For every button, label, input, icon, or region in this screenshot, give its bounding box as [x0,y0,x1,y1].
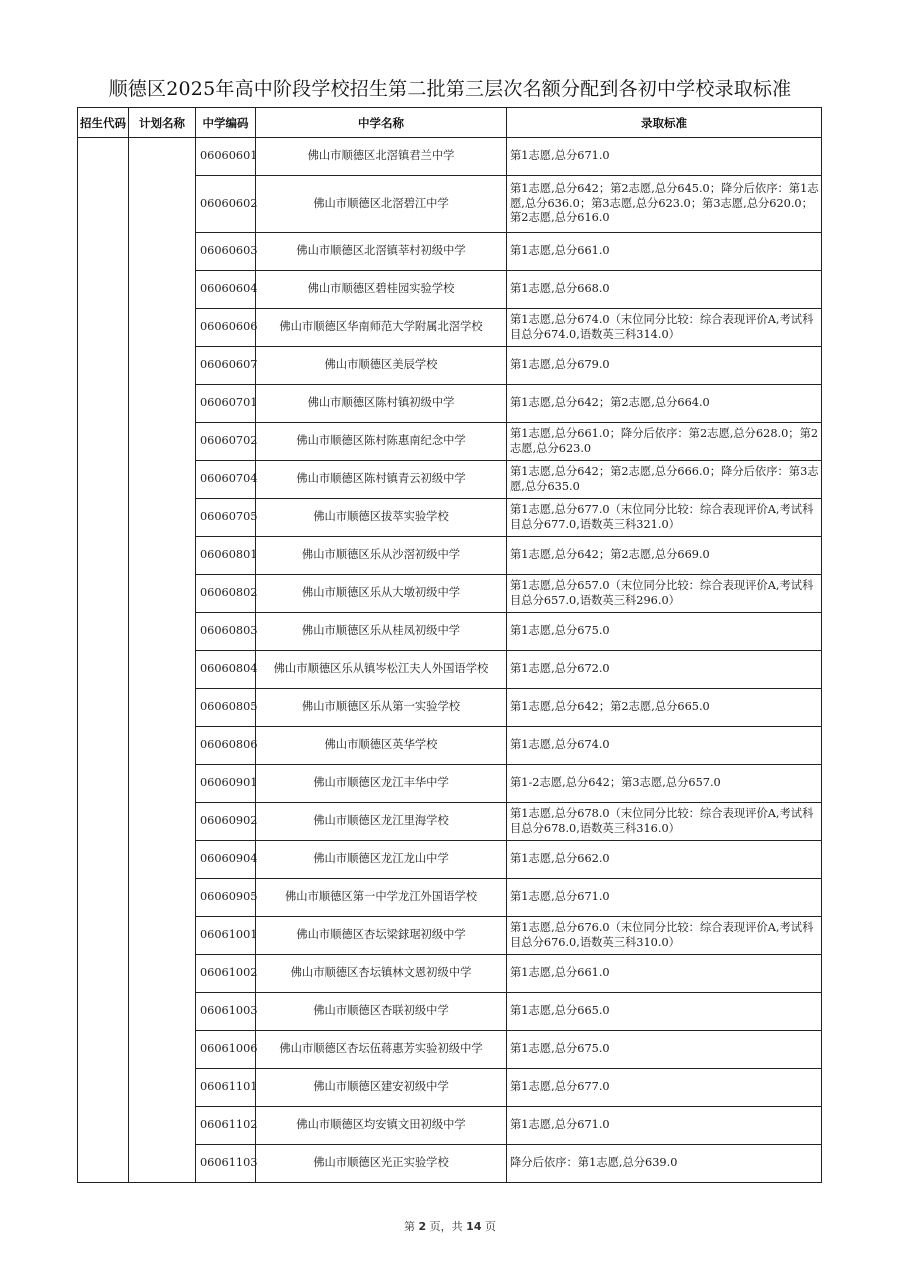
school-name-cell: 佛山市顺德区拔萃实验学校 [256,499,507,537]
school-code-cell: 06060901 [196,765,256,803]
school-name-cell: 佛山市顺德区英华学校 [256,727,507,765]
school-code-cell: 06060606 [196,309,256,347]
header-school-name: 中学名称 [256,108,507,138]
document-title: 顺德区2025年高中阶段学校招生第二批第三层次名额分配到各初中学校录取标准 [108,78,792,100]
school-code-cell: 06060701 [196,385,256,423]
enroll-code-cell [78,138,129,1183]
admission-standard-cell: 第1志愿,总分642；第2志愿,总分664.0 [507,385,822,423]
school-code-cell: 06060806 [196,727,256,765]
admission-standard-cell: 第1志愿,总分671.0 [507,138,822,176]
school-code-cell: 06060704 [196,461,256,499]
footer-suffix: 页 [484,1220,496,1233]
admission-standard-cell: 第1志愿,总分676.0（末位同分比较：综合表现评价A,考试科目总分676.0,语数英三科310.0） [507,917,822,955]
school-name-cell: 佛山市顺德区北滘镇君兰中学 [256,138,507,176]
school-name-cell: 佛山市顺德区乐从第一实验学校 [256,689,507,727]
school-name-cell: 佛山市顺德区龙江里海学校 [256,803,507,841]
admission-standard-cell: 降分后依序：第1志愿,总分639.0 [507,1145,822,1183]
admission-standard-cell: 第1志愿,总分657.0（末位同分比较：综合表现评价A,考试科目总分657.0,语数英三科296.0） [507,575,822,613]
admission-standard-cell: 第1志愿,总分671.0 [507,879,822,917]
header-plan-name: 计划名称 [129,108,196,138]
school-name-cell: 佛山市顺德区陈村陈惠南纪念中学 [256,423,507,461]
admission-standard-cell: 第1志愿,总分661.0；降分后依序：第2志愿,总分628.0；第2志愿,总分623.0 [507,423,822,461]
admission-standard-cell: 第1志愿,总分642；第2志愿,总分645.0；降分后依序：第1志愿,总分636.0；第3志愿,总分623.0；第3志愿,总分620.0；第2志愿,总分616.0 [507,176,822,233]
admission-standard-cell: 第1志愿,总分642；第2志愿,总分665.0 [507,689,822,727]
admission-standard-cell: 第1-2志愿,总分642；第3志愿,总分657.0 [507,765,822,803]
table-header-row [78,108,822,138]
footer-middle: 页，共 [429,1220,463,1233]
school-name-cell: 佛山市顺德区龙江龙山中学 [256,841,507,879]
school-name-cell: 佛山市顺德区乐从沙滘初级中学 [256,537,507,575]
school-name-cell: 佛山市顺德区乐从镇岑松江夫人外国语学校 [256,651,507,689]
admission-standard-cell: 第1志愿,总分675.0 [507,1031,822,1069]
school-name-cell: 佛山市顺德区杏坛梁銶琚初级中学 [256,917,507,955]
header-school-code: 中学编码 [196,108,256,138]
footer-prefix: 第 [404,1220,416,1233]
header-enroll-code: 招生代码 [78,108,129,138]
school-name-cell: 佛山市顺德区碧桂园实验学校 [256,271,507,309]
school-code-cell: 06061002 [196,955,256,993]
admission-standard-cell: 第1志愿,总分677.0 [507,1069,822,1107]
admission-standard-cell: 第1志愿,总分661.0 [507,233,822,271]
school-name-cell: 佛山市顺德区美辰学校 [256,347,507,385]
school-name-cell: 佛山市顺德区陈村镇青云初级中学 [256,461,507,499]
admission-standards-table [77,107,822,1183]
school-code-cell: 06060801 [196,537,256,575]
current-page-number: 2 [418,1220,427,1233]
table-body [78,138,822,1183]
admission-standard-cell: 第1志愿,总分679.0 [507,347,822,385]
admission-standard-cell: 第1志愿,总分668.0 [507,271,822,309]
school-name-cell: 佛山市顺德区陈村镇初级中学 [256,385,507,423]
school-code-cell: 06060904 [196,841,256,879]
school-name-cell: 佛山市顺德区龙江丰华中学 [256,765,507,803]
school-code-cell: 06061101 [196,1069,256,1107]
admission-standard-cell: 第1志愿,总分661.0 [507,955,822,993]
school-code-cell: 06060905 [196,879,256,917]
plan-name-cell [129,138,196,1183]
page-footer [0,1218,900,1234]
school-code-cell: 06060805 [196,689,256,727]
school-code-cell: 06060602 [196,176,256,233]
school-code-cell: 06060705 [196,499,256,537]
school-code-cell: 06061006 [196,1031,256,1069]
school-code-cell: 06060803 [196,613,256,651]
school-code-cell: 06060902 [196,803,256,841]
admission-standard-cell: 第1志愿,总分665.0 [507,993,822,1031]
admission-standard-cell: 第1志愿,总分675.0 [507,613,822,651]
school-code-cell: 06061103 [196,1145,256,1183]
admission-standard-cell: 第1志愿,总分671.0 [507,1107,822,1145]
school-name-cell: 佛山市顺德区光正实验学校 [256,1145,507,1183]
school-code-cell: 06060607 [196,347,256,385]
school-name-cell: 佛山市顺德区乐从大墩初级中学 [256,575,507,613]
table-row [78,138,822,176]
school-code-cell: 06060603 [196,233,256,271]
admission-standard-cell: 第1志愿,总分642；第2志愿,总分666.0；降分后依序：第3志愿,总分635.0 [507,461,822,499]
admission-standard-cell: 第1志愿,总分677.0（末位同分比较：综合表现评价A,考试科目总分677.0,语数英三科321.0） [507,499,822,537]
header-admission-standard: 录取标准 [507,108,822,138]
school-name-cell: 佛山市顺德区北滘碧江中学 [256,176,507,233]
admission-standard-cell: 第1志愿,总分674.0（末位同分比较：综合表现评价A,考试科目总分674.0,语数英三科314.0） [507,309,822,347]
school-name-cell: 佛山市顺德区杏坛伍蒋惠芳实验初级中学 [256,1031,507,1069]
school-code-cell: 06061001 [196,917,256,955]
admission-standard-cell: 第1志愿,总分662.0 [507,841,822,879]
school-code-cell: 06060604 [196,271,256,309]
school-code-cell: 06060804 [196,651,256,689]
school-name-cell: 佛山市顺德区均安镇文田初级中学 [256,1107,507,1145]
school-name-cell: 佛山市顺德区第一中学龙江外国语学校 [256,879,507,917]
school-name-cell: 佛山市顺德区乐从桂凤初级中学 [256,613,507,651]
school-name-cell: 佛山市顺德区建安初级中学 [256,1069,507,1107]
admission-standard-cell: 第1志愿,总分642；第2志愿,总分669.0 [507,537,822,575]
admission-standard-cell: 第1志愿,总分674.0 [507,727,822,765]
school-code-cell: 06060601 [196,138,256,176]
school-code-cell: 06061102 [196,1107,256,1145]
school-name-cell: 佛山市顺德区北滘镇莘村初级中学 [256,233,507,271]
school-code-cell: 06060702 [196,423,256,461]
total-page-count: 14 [466,1220,482,1233]
school-name-cell: 佛山市顺德区杏联初级中学 [256,993,507,1031]
school-code-cell: 06060802 [196,575,256,613]
school-code-cell: 06061003 [196,993,256,1031]
admission-standard-cell: 第1志愿,总分672.0 [507,651,822,689]
school-name-cell: 佛山市顺德区杏坛镇林文恩初级中学 [256,955,507,993]
admission-standard-cell: 第1志愿,总分678.0（末位同分比较：综合表现评价A,考试科目总分678.0,语数英三科316.0） [507,803,822,841]
school-name-cell: 佛山市顺德区华南师范大学附属北滘学校 [256,309,507,347]
